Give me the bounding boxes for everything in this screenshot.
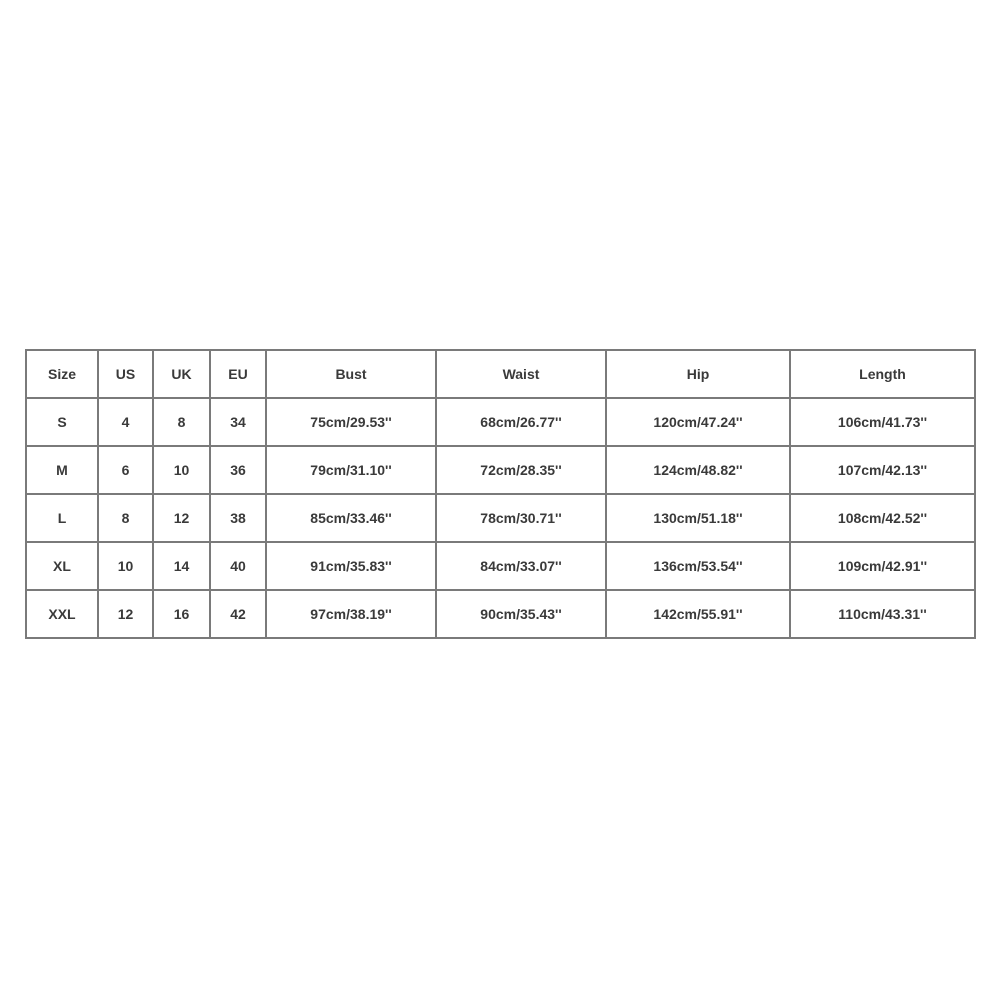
table-row: [26, 398, 975, 446]
cell-eu: 42: [210, 590, 266, 638]
header-us: US: [98, 350, 153, 398]
cell-length: 106cm/41.73'': [790, 398, 975, 446]
header-hip: Hip: [606, 350, 790, 398]
header-waist: Waist: [436, 350, 606, 398]
size-chart-table: [25, 349, 976, 639]
cell-hip: 130cm/51.18'': [606, 494, 790, 542]
cell-length: 110cm/43.31'': [790, 590, 975, 638]
cell-uk: 10: [153, 446, 210, 494]
cell-eu: 38: [210, 494, 266, 542]
cell-eu: 36: [210, 446, 266, 494]
cell-hip: 120cm/47.24'': [606, 398, 790, 446]
cell-length: 109cm/42.91'': [790, 542, 975, 590]
cell-size: XXL: [26, 590, 98, 638]
cell-us: 6: [98, 446, 153, 494]
header-size: Size: [26, 350, 98, 398]
cell-hip: 142cm/55.91'': [606, 590, 790, 638]
cell-us: 8: [98, 494, 153, 542]
table-header-row: [26, 350, 975, 398]
cell-bust: 85cm/33.46'': [266, 494, 436, 542]
cell-uk: 8: [153, 398, 210, 446]
cell-eu: 40: [210, 542, 266, 590]
cell-uk: 14: [153, 542, 210, 590]
cell-bust: 97cm/38.19'': [266, 590, 436, 638]
cell-uk: 12: [153, 494, 210, 542]
cell-bust: 75cm/29.53'': [266, 398, 436, 446]
cell-waist: 78cm/30.71'': [436, 494, 606, 542]
cell-waist: 84cm/33.07'': [436, 542, 606, 590]
header-length: Length: [790, 350, 975, 398]
cell-length: 108cm/42.52'': [790, 494, 975, 542]
cell-eu: 34: [210, 398, 266, 446]
cell-size: M: [26, 446, 98, 494]
cell-waist: 68cm/26.77'': [436, 398, 606, 446]
cell-us: 12: [98, 590, 153, 638]
cell-waist: 90cm/35.43'': [436, 590, 606, 638]
cell-bust: 79cm/31.10'': [266, 446, 436, 494]
cell-size: XL: [26, 542, 98, 590]
header-eu: EU: [210, 350, 266, 398]
cell-hip: 136cm/53.54'': [606, 542, 790, 590]
table-row: [26, 446, 975, 494]
table-row: [26, 590, 975, 638]
cell-us: 10: [98, 542, 153, 590]
cell-size: L: [26, 494, 98, 542]
table-row: [26, 494, 975, 542]
header-uk: UK: [153, 350, 210, 398]
cell-size: S: [26, 398, 98, 446]
header-bust: Bust: [266, 350, 436, 398]
cell-uk: 16: [153, 590, 210, 638]
cell-hip: 124cm/48.82'': [606, 446, 790, 494]
cell-us: 4: [98, 398, 153, 446]
cell-length: 107cm/42.13'': [790, 446, 975, 494]
cell-bust: 91cm/35.83'': [266, 542, 436, 590]
table-row: [26, 542, 975, 590]
cell-waist: 72cm/28.35'': [436, 446, 606, 494]
